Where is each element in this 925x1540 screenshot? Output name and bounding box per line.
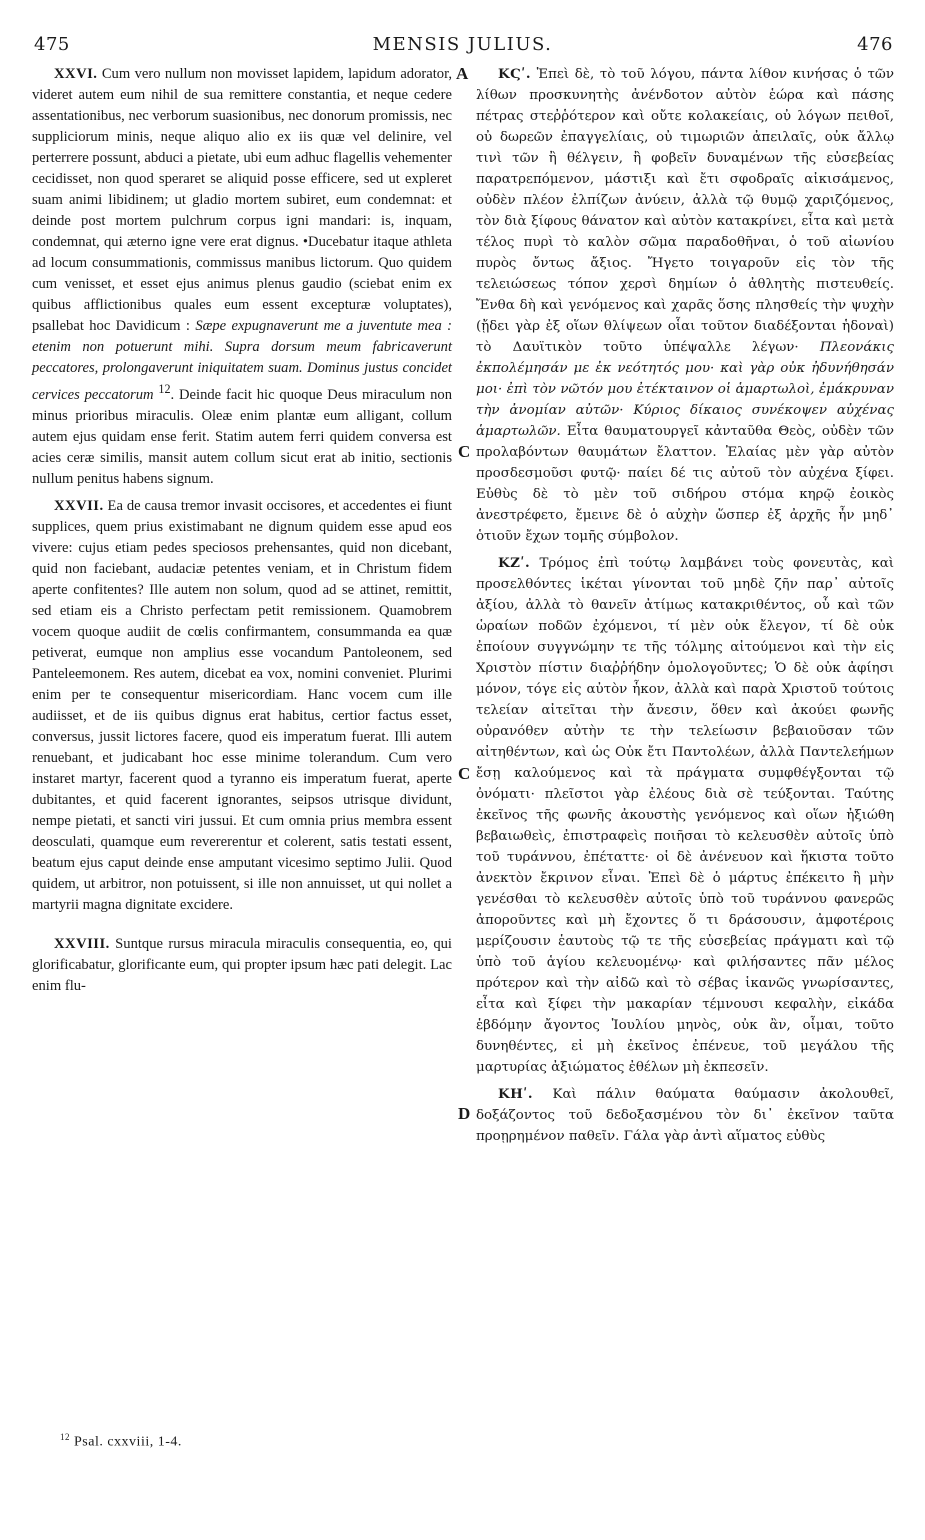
greek-paragraph-text: Καὶ πάλιν θαύματα θαύμασιν ἀκολουθεῖ, δοξάζοντος τοῦ δεδοξασμένου τὸν δι᾽ ἐκεῖνον ταῦτα προῃρημένον παθεῖν. Γάλα γὰρ ἀντὶ αἵματος εὐθὺς	[476, 1087, 894, 1144]
footnote-text: Psal. cxxviii, 1-4.	[74, 1434, 182, 1450]
latin-section-28	[32, 934, 452, 997]
latin-paragraph-text: Ea de causa tremor invasit occisores, et accedentes ei fiunt supplices, quem prius existimabant ne dignum quidem esse apud eos vivere: cujus etiam pedes speciosos prehensantes, quid non dicebant, quid non faciebant, audaciæ petentes veniam, et in Christum fidem aperte confitentes? Ille autem non solum, quod ad se attinet, remittit, sed etiam eis a Christo perfectam petit remissionem. Quamobrem vocem quoque audiit de cœlis confirmantem, consummanda ea quæ petiverat, eumque non amplius esse vocandum Pantoleonem, sed Panteleemonem. Res autem, dicebat ea vox, nomini conveniet. Plurimi enim per te consequentur misericordiam. Hanc vocem cum ille audiisset, et de iis quibus dignus erat habitus, certior factus esset, conversus, jussit lictores facere, quod eis imperatum fuerat. Illi autem renuebant, et judicabant hoc esse minime tolerandum. Cum vero instaret martyr, facerent quod a tyranno eis imperatum fuerat, aperte dubitantes, et quid facerent ignorantes, seipsos utrisque dividunt, nempe pietati, et sancti viri jussui. Et cum omnia prius membra essent deosculati, quamque eum revererentur et colerent, satis testati essent, beatum ejus caput deinde ense amputant vicesimo septimo Julii. Quod quidem, ut arbitror, non potuissent, si ille non annuisset, ut qui nollet a martyrii magna dignitate excidere.	[32, 497, 452, 913]
latin-section-27	[32, 496, 452, 916]
margin-marker-a: A	[456, 64, 469, 83]
greek-paragraph-text: Εἶτα θαυματουργεῖ κἀνταῦθα Θεὸς, οὐδὲν τῶν προλαβόντων θαυμάτων ἔλαττον. Ἐλαίας μὲν γὰρ αὐτὸν προσδεσμοῦσι φυτῷ· παίει δέ τις αὐτοῦ τὸν αὐχένα ξίφει. Εὐθὺς δὲ τὸ μὲν τοῦ σιδήρου στόμα κηρῷ ἐοικὸς ἀνεστρέφετο, ἔμεινε δὲ ὁ αὐχὴν ὥσπερ ἐξ ἀρχῆς ἦν μηδ᾽ ὁτιοῦν ἔχων τομῆς σύμβολον.	[476, 424, 894, 544]
margin-marker-c: C	[458, 442, 471, 461]
running-title: MENSIS JULIUS.	[372, 34, 553, 55]
latin-section-number: XXVIII.	[54, 935, 110, 952]
footnote-reference: 12	[158, 382, 171, 396]
left-page-number: 475	[34, 34, 70, 55]
margin-marker-c-second: C	[458, 764, 471, 783]
greek-section-number: ΚΗʹ.	[498, 1086, 533, 1102]
greek-section-27	[476, 553, 894, 1078]
right-page-number: 476	[857, 34, 893, 55]
greek-section-26	[476, 64, 894, 547]
latin-psalm-quote: Sæpe expugnaverunt me a juventute mea : etenim non potuerunt mihi. Supra dorsum meum fabricaverunt peccatores, prolongaverunt iniquitatem suam. Dominus justus concidet cervices peccatorum	[32, 318, 452, 403]
latin-column	[32, 64, 452, 1003]
greek-paragraph-text: Τρόμος ἐπὶ τούτῳ λαμβάνει τοὺς φονευτὰς, καὶ προσελθόντες ἱκέται γίνονται τοῦ μηδὲ ζῆν παρ᾽ αὐτοῖς ἀξίου, ἀλλὰ τὸ θανεῖν ἀτίμως κατακριθέντος, οὗ καὶ τῶν ὡραίων ποδῶν ἐχόμενοι, τί μὲν οὐκ ἔλεγον, τί δὲ οὐκ ἐποίουν συγγνώμην τε τῆς τόλμης αἰτούμενοι καὶ τὴν εἰς Χριστὸν πίστιν διαῤῥήδην ὁμολογοῦντες; Ὁ δὲ οὐκ ἀφίησι μόνον, τόγε εἰς αὐτὸν ἧκον, ἀλλὰ καὶ παρὰ Χριστοῦ τούτοις τελείαν αἰτεῖται τὴν ἄνεσιν, ὅθεν καὶ ἀκούει φωνῆς οὐρανόθεν αὐτὴν τε τὴν τελείωσιν βεβαιοῦσαν τῶν αἰτηθέντων, καὶ ὡς Οὐκ ἔτι Παντολέων, ἀλλὰ Παντελεήμων ἔσῃ καλούμενος καὶ τὰ πράγματα συμφθέγξονται τῷ ὀνόματι· πλεῖστοι γὰρ ἐλέους διὰ σὲ τεύξονται. Ταύτης ἐκεῖνος τῆς φωνῆς ἀκουστὴς γενόμενος καὶ οἵων ἠξιώθη βεβαιωθεὶς, ἐπιστραφεὶς ποιῆσαι τὸ κελευσθὲν αὐτοῖς ὑπὸ τοῦ τυράννου, ἐπέταττε· οἱ δὲ ἀνένευον καὶ ἥκιστα τοῦτο ἀνεκτὸν ἔκρινον εἶναι. Ἐπεὶ δὲ ὁ μάρτυς ἐπέκειτο ἢ μὴν γενέσθαι τὸ κελευσθὲν αὐτοῖς ὑπὸ τοῦ τυράννου φανερῶς ἀποροῦντες καὶ μὴ ἔχοντες ὅ τι δράσουσιν, ἀμφοτέροις μερίζουσιν ἑαυτοὺς τῷ τε τῆς εὐσεβείας πράγματι καὶ τῷ ὑπὸ τοῦ ἁγίου κελευομένῳ· καὶ φιλήσαντες πᾶν μέλος πρότερον καὶ τὴν αἰδῶ καὶ τὸ σέβας ἱκανῶς γνωρίσαντες, εἶτα καὶ ξίφει τὴν μακαρίαν τέμνουσι κεφαλὴν, εἰκάδα ἑβδόμην ἄγοντος Ἰουλίου μηνὸς, οὐκ ἂν, οἶμαι, τοῦτο δυνηθέντες, εἰ μὴ ἐκεῖνος ἐπένευε, τοῦ μεγάλου τῆς μαρτυρίας ἀξιώματος ἐθέλων μὴ ἐκπεσεῖν.	[476, 556, 894, 1075]
latin-paragraph-text: Cum vero nullum non movisset lapidem, lapidum adorator, videret autem eum nihil de sua remittere constantia, et neque cedere assentationibus, nec verborum suasionibus, nec donorum promissis, nec suppliciorum minis, neque aliquo alio ex iis quæ vel delinire, vel perterrere possunt, abduci a pietate, ubi eum adhuc flagellis vehementer cecidisset, non quod speraret se aliquid posse efficere, sed ut expleret suam animi libidinem; ut gladio mortem subiret, eum condemnat: et deinde post mortem pulchrum corpus igni mandari: is, inquam, condemnat, qui æterno igne vere erat dignus. •Ducebatur itaque athleta ad locum consummationis, commissus manibus lictorum. Quo quidem cum venisset, et esset ejus animus plenus gaudio (sciebat enim ex quibus afflictionibus quales eum essent excepturæ voluptates), psallebat hoc Davidicum :	[32, 66, 453, 334]
latin-paragraph-text: Suntque rursus miracula miraculis consequentia, eo, qui glorificabatur, glorificante eum, qui propter ipsum hæc pati delegit. Lac enim flu-	[32, 935, 452, 994]
greek-paragraph-text: Ἐπεὶ δὲ, τὸ τοῦ λόγου, πάντα λίθον κινήσας ὁ τῶν λίθων προσκυνητὴς ἀνένδοτον αὐτὸν ἑώρα καὶ πάσης πέτρας στεῤῥότερον καὶ οὔτε κολακείαις, οὐ λόγων πειθοῖ, οὐ δωρεῶν ἐπαγγελίαις, οὐ τιμωριῶν ἀπειλαῖς, οὐκ ἄλλῳ τινὶ τῶν ἢ θέλγειν, ἢ φοβεῖν δυναμένων τῆς εὐσεβείας παρατρεπόμενον, μάστιξι καὶ ἔτι σφοδραῖς αἰκισάμενος, οὐδὲν πλέον ἐλπίζων ἀνύειν, ἀλλὰ τῷ θυμῷ χαριζόμενος, τὸν διὰ ξίφους θάνατον καὶ αὐτὸν κατακρίνει, εἶτα καὶ μετὰ τέλος πυρὶ τὸ καλὸν σῶμα παραδοθῆναι, ὁ τοῦ αἰωνίου πυρὸς ὄντως ἄξιος. Ἤγετο τοιγαροῦν εἰς τὸν τῆς τελειώσεως τόπον χερσὶ δημίων ὁ ἀθλητὴς πιστευθείς. Ἔνθα δὴ καὶ γενόμενος καὶ χαρᾶς ὅσης πλησθείς τὴν ψυχὴν (ᾔδει γὰρ ἐξ οἵων θλίψεων οἷαι τοῦτον διαδέξονται ἡδοναὶ) τὸ Δαυϊτικὸν τοῦτο ὑπέψαλλε λέγων·	[476, 67, 894, 355]
latin-section-26	[32, 64, 452, 490]
latin-section-number: XXVII.	[54, 497, 104, 514]
margin-marker-d: D	[458, 1104, 471, 1123]
latin-section-number: XXVI.	[54, 66, 98, 82]
footnote-number: 12	[60, 1432, 70, 1442]
latin-paragraph-text: . Deinde facit hic quoque Deus miraculum non minus prioribus miraculis. Oleæ enim plantæ eum alligant, collum autem ejus quidam ense ferit. Statim autem ferri quidem conversa est acies ceræ similis, mansit autem collum sicut erat ab initio, sectionis nullum penitus habens signum.	[32, 386, 452, 487]
greek-psalm-quote: Πλεονάκις ἐκπολέμησάν με ἐκ νεότητός μου· καὶ γὰρ οὐκ ἠδυνήθησάν μοι· ἐπὶ τὸν νῶτόν μου ἐτέκταινον οἱ ἁμαρτωλοὶ, ἐμάκρυναν τὴν ἀνομίαν αὐτῶν· Κύριος δίκαιος συνέκοψεν αὐχένας ἁμαρτωλῶν.	[476, 340, 894, 439]
greek-column	[476, 64, 894, 1153]
footnote	[60, 1432, 182, 1451]
greek-section-number: ΚϚʹ.	[498, 66, 531, 82]
greek-section-number: ΚΖʹ.	[498, 555, 531, 571]
greek-section-28	[476, 1084, 894, 1147]
